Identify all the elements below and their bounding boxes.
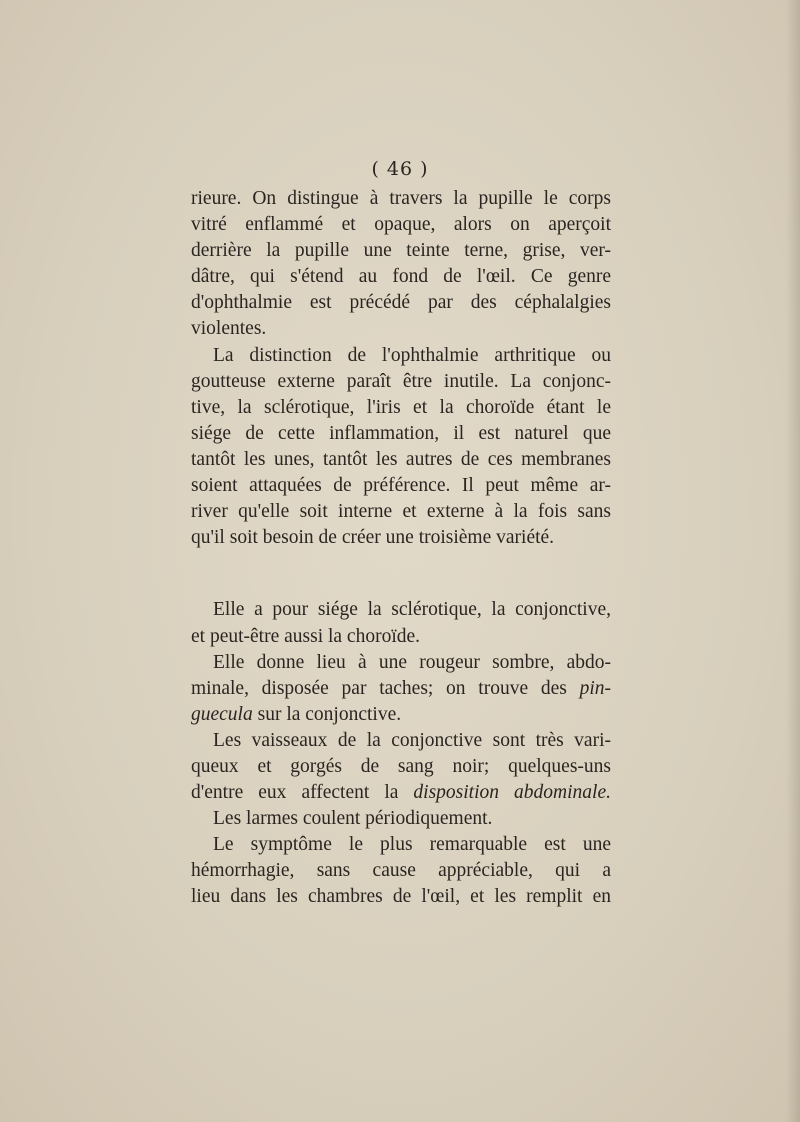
text-line: d'ophthalmie est précédé par des céphalalgies xyxy=(191,292,611,314)
text-line: goutteuse externe paraît être inutile. La conjonc- xyxy=(191,370,611,392)
text-segment: d'entre eux affectent la xyxy=(191,782,399,804)
text-line: dâtre, qui s'étend au fond de l'œil. Ce genre xyxy=(191,266,611,288)
text-line: soient attaquées de préférence. Il peut même ar- xyxy=(191,475,611,497)
text-line: river qu'elle soit interne et externe à la fois sans xyxy=(191,501,611,523)
text-line: La distinction de l'ophthalmie arthritique ou xyxy=(213,344,611,366)
text-line: derrière la pupille une teinte terne, grise, ver- xyxy=(191,240,611,262)
text-line: Le symptôme le plus remarquable est une xyxy=(213,834,611,856)
page-number: ( 46 ) xyxy=(371,158,429,180)
italic-term: guecula xyxy=(191,703,253,725)
text-line xyxy=(191,780,611,806)
text-line: Elle donne lieu à une rougeur sombre, abdo- xyxy=(213,651,611,673)
body-text xyxy=(191,186,611,911)
text-line: qu'il soit besoin de créer une troisième variété. xyxy=(191,527,555,549)
text-line: queux et gorgés de sang noir; quelques-uns xyxy=(191,755,611,777)
italic-term: pin- xyxy=(579,677,611,699)
text-line: siége de cette inflammation, il est naturel que xyxy=(191,422,611,444)
text-line: Les larmes coulent périodiquement. xyxy=(213,808,493,830)
text-line: hémorrhagie, sans cause appréciable, qui a xyxy=(191,860,611,882)
text-line: Elle a pour siége la sclérotique, la conjonctive, xyxy=(213,599,611,621)
text-line: rieure. On distingue à travers la pupille le corps xyxy=(191,188,611,209)
text-line xyxy=(191,702,611,728)
text-line: Les vaisseaux de la conjonctive sont très vari- xyxy=(213,729,611,751)
text-segment: sur la conjonctive. xyxy=(257,703,402,725)
text-line: tive, la sclérotique, l'iris et la choroïde étant le xyxy=(191,396,611,418)
text-line: lieu dans les chambres de l'œil, et les remplit en xyxy=(191,886,611,908)
text-segment: minale, disposée par taches; on trouve des xyxy=(191,677,567,699)
section-heading xyxy=(191,561,611,587)
page-edge-shadow xyxy=(786,0,800,1122)
text-line: violentes. xyxy=(191,318,267,340)
text-line: et peut-être aussi la choroïde. xyxy=(191,625,421,647)
italic-term: disposition abdominale. xyxy=(413,782,611,804)
text-line xyxy=(191,676,611,702)
text-line: tantôt les unes, tantôt les autres de ces membranes xyxy=(191,448,611,470)
text-line: vitré enflammé et opaque, alors on aperçoit xyxy=(191,214,611,236)
